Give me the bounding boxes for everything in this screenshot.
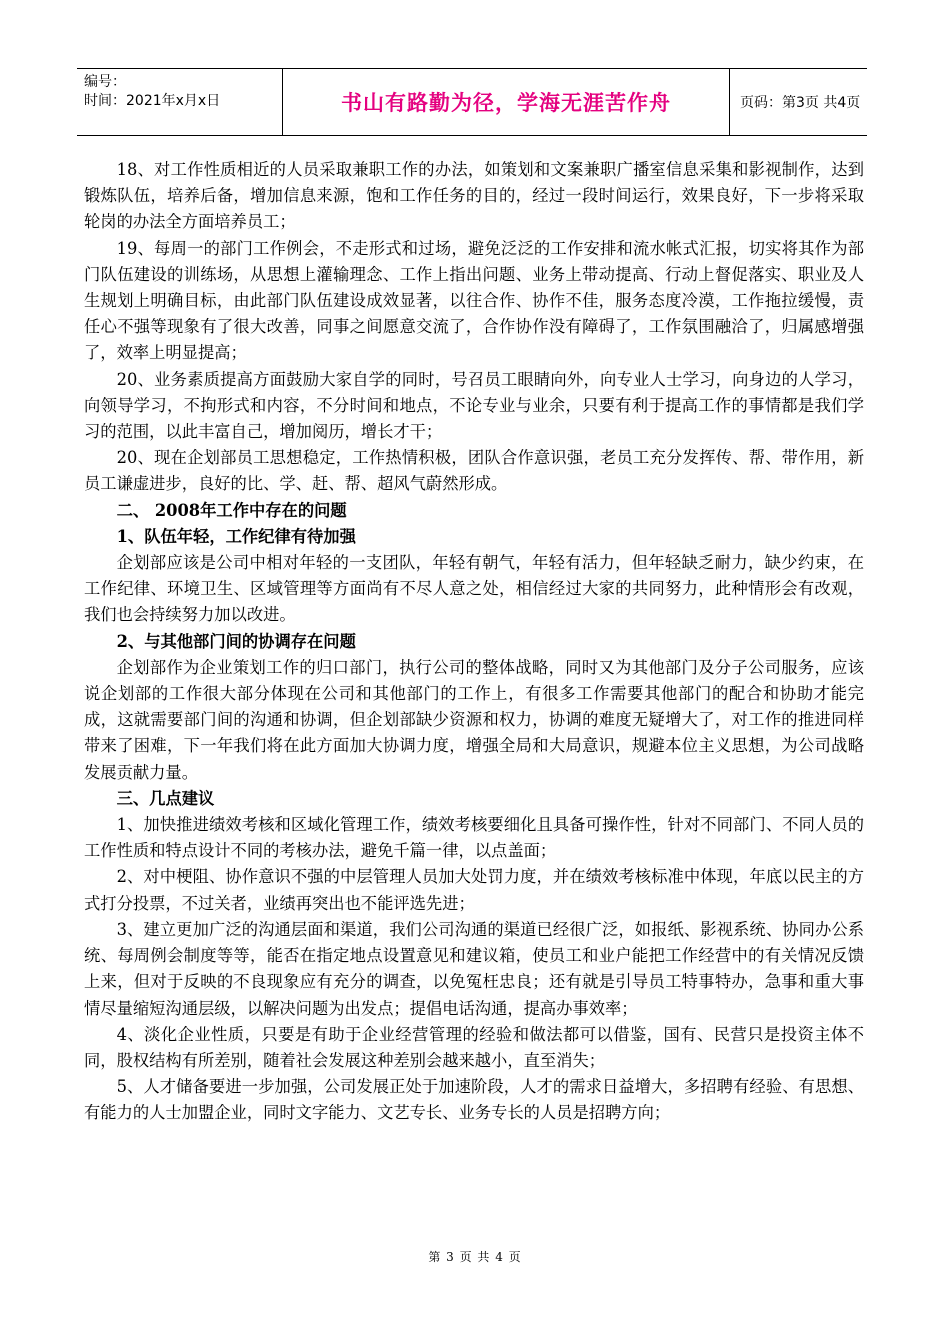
paragraph-item-20b: 20、现在企划部员工思想稳定，工作热情积极，团队合作意识强，老员工充分发挥传、帮、带作用，新员工谦虚进步，良好的比、学、赶、帮、超风气蔚然形成。	[84, 448, 864, 494]
subheading-coordination: 2、与其他部门间的协调存在问题	[116, 631, 356, 651]
section-heading-problems: 二、 2008年工作中存在的问题	[116, 500, 347, 520]
document-number-label: 编号：	[84, 74, 126, 90]
document-date-label: 时间：2021年x月x日	[84, 93, 221, 109]
paragraph-coordination: 企划部作为企业策划工作的归口部门，执行公司的整体战略，同时又为其他部门及分子公司服务，应该说企划部的工作很大部分体现在公司和其他部门的工作上，有很多工作需要其他部门的配合和协助才能完成，这就需要部门间的沟通和协调，但企划部缺少资源和权力，协调的难度无疑增大了，对工作的推进同样带来了困难，下一年我们将在此方面加大协调力度，增强全局和大局意识，规避本位主义思想，为公司战略发展贡献力量。	[84, 657, 864, 782]
header-page-number: 页码：第3页 共4页	[740, 95, 861, 111]
suggestion-item-2: 2、对中梗阻、协作意识不强的中层管理人员加大处罚力度，并在绩效考核标准中体现，年底以民主的方式打分投票，不过关者，业绩再突出也不能评选先进；	[84, 867, 864, 913]
page-header	[77, 68, 867, 136]
paragraph-item-18: 18、对工作性质相近的人员采取兼职工作的办法，如策划和文案兼职广播室信息采集和影视制作，达到锻炼队伍，培养后备，增加信息来源，饱和工作任务的目的，经过一段时间运行，效果良好，下一步将采取轮岗的办法全方面培养员工；	[84, 160, 864, 232]
page-footer: 第 3 页 共 4 页	[428, 1250, 522, 1264]
suggestion-item-3: 3、建立更加广泛的沟通层面和渠道，我们公司沟通的渠道已经很广泛，如报纸、影视系统、协同办公系统、每周例会制度等等，能否在指定地点设置意见和建议箱，使员工和业户能把工作经营中的有关情况反馈上来，但对于反映的不良现象应有充分的调查，以免冤枉忠良；还有就是引导员工特事特办，急事和重大事情尽量缩短沟通层级，以解决问题为出发点；提倡电话沟通，提高办事效率；	[84, 919, 864, 1018]
suggestion-item-5: 5、人才储备要进一步加强，公司发展正处于加速阶段，人才的需求日益增大，多招聘有经验、有思想、有能力的人士加盟企业，同时文字能力、文艺专长、业务专长的人员是招聘方向；	[84, 1077, 864, 1123]
paragraph-item-19: 19、每周一的部门工作例会，不走形式和过场，避免泛泛的工作安排和流水帐式汇报，切实将其作为部门队伍建设的训练场，从思想上灌输理念、工作上指出问题、业务上带动提高、行动上督促落实、职业及人生规划上明确目标，由此部门队伍建设成效显著，以往合作、协作不佳，服务态度冷漠，工作拖拉缓慢，责任心不强等现象有了很大改善，同事之间愿意交流了，合作协作没有障碍了，工作氛围融洽了，归属感增强了，效率上明显提高；	[84, 238, 864, 363]
paragraph-team-discipline: 企划部应该是公司中相对年轻的一支团队，年轻有朝气，年轻有活力，但年轻缺乏耐力，缺少约束，在工作纪律、环境卫生、区域管理等方面尚有不尽人意之处，相信经过大家的共同努力，此种情形会有改观，我们也会持续努力加以改进。	[84, 553, 864, 625]
suggestion-item-1: 1、加快推进绩效考核和区域化管理工作，绩效考核要细化且具备可操作性，针对不同部门、不同人员的工作性质和特点设计不同的考核办法，避免千篇一律，以点盖面；	[84, 815, 864, 861]
document-body	[84, 157, 864, 1127]
section-heading-suggestions: 三、几点建议	[116, 788, 215, 808]
header-motto: 书山有路勤为径，学海无涯苦作舟	[282, 69, 730, 135]
suggestion-item-4: 4、淡化企业性质，只要是有助于企业经营管理的经验和做法都可以借鉴，国有、民营只是投资主体不同，股权结构有所差别，随着社会发展这种差别会越来越小，直至消失；	[84, 1024, 864, 1070]
paragraph-item-20a: 20、业务素质提高方面鼓励大家自学的同时，号召员工眼睛向外，向专业人士学习，向身边的人学习，向领导学习，不拘形式和内容，不分时间和地点，不论专业与业余，只要有利于提高工作的事情都是我们学习的范围，以此丰富自己，增加阅历，增长才干；	[84, 369, 864, 442]
header-meta	[77, 69, 282, 135]
subheading-team-discipline: 1、队伍年轻，工作纪律有待加强	[116, 526, 356, 546]
